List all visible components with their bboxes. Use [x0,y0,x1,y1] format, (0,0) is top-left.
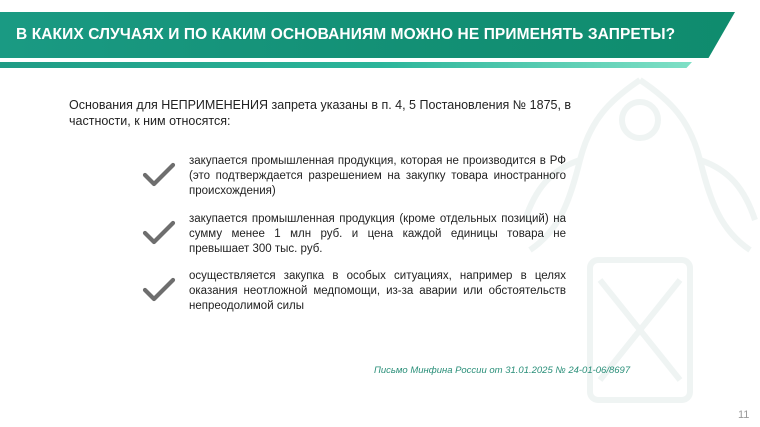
list-item [142,212,567,269]
bullet-list [142,154,567,327]
page-title: В КАКИХ СЛУЧАЯХ И ПО КАКИМ ОСНОВАНИЯМ МОЖНО НЕ ПРИМЕНЯТЬ ЗАПРЕТЫ? [16,26,676,43]
check-mark-icon [142,220,176,246]
page-number: 11 [738,409,750,421]
list-item [142,269,567,327]
header-accent-stripe [0,62,692,68]
source-reference: Письмо Минфина России от 31.01.2025 № 24-01-06/8697 [374,365,631,376]
list-item [142,154,567,212]
check-mark-icon [142,162,176,188]
list-item-text: закупается промышленная продукция (кроме отдельных позиций) на сумму менее 1 млн руб. и цена каждой единицы товара не превышает 300 тыс. руб. [189,213,566,255]
list-item-text: осуществляется закупка в особых ситуациях, например в целях оказания неотложной медпомощи, из-за аварии или обстоятельств непреодолимой силы [189,270,566,312]
intro-text: Основания для НЕПРИМЕНЕНИЯ запрета указаны в п. 4, 5 Постановления № 1875, в частности, к ним относятся: [69,98,572,128]
list-item-text: закупается промышленная продукция, которая не производится в РФ (это подтверждается разрешением на закупку товара иностранного происхождения) [189,155,566,197]
check-mark-icon [142,277,176,303]
